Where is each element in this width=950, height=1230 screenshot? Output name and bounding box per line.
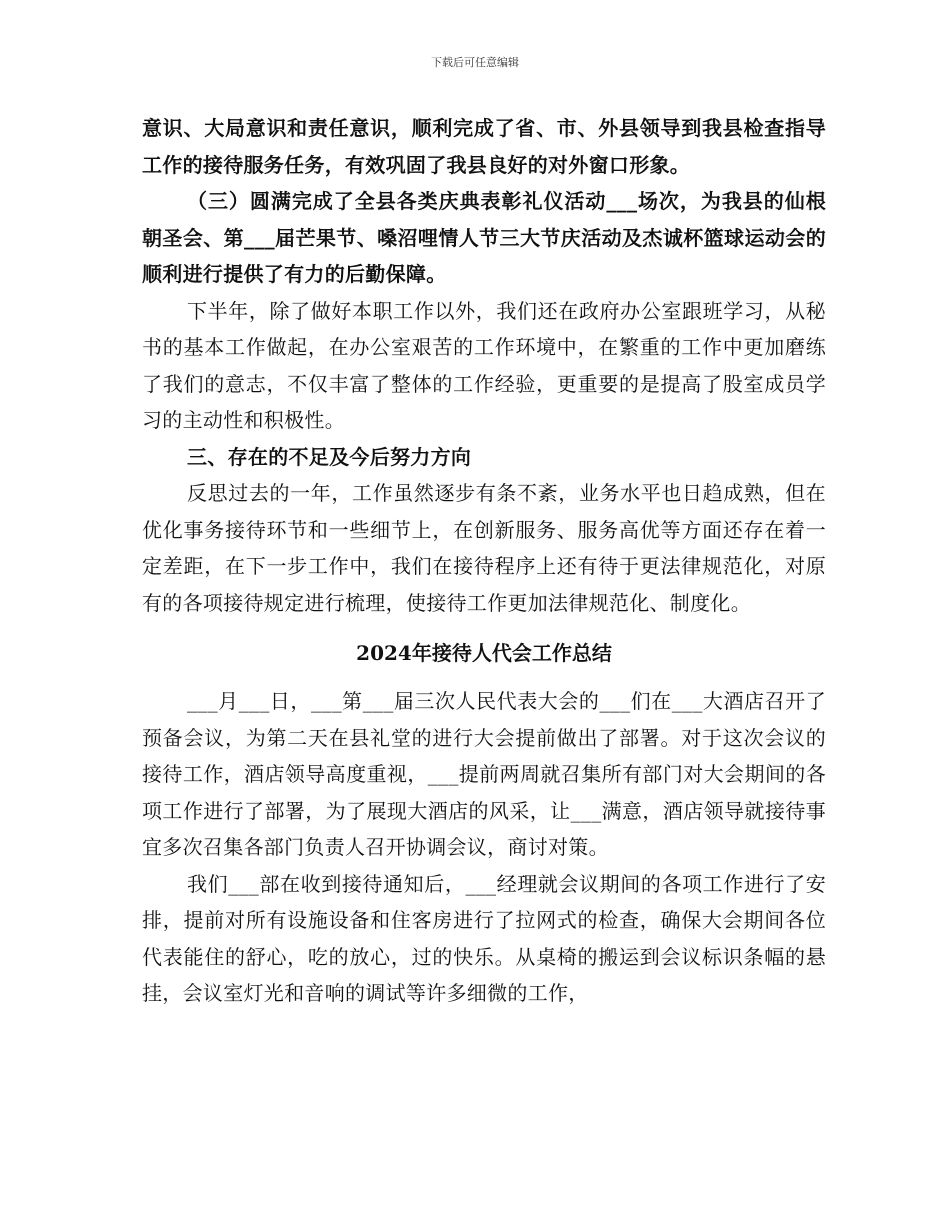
paragraph-reflection: 反思过去的一年，工作虽然逐步有条不紊，业务水平也日趋成熟，但在优化事务接待环节和一些细节上，在创新服务、服务高优等方面还存在着一定差距，在下一步工作中，我们在接待程序上还有待于更法律规范化，对原有的各项接待规定进行梳理，使接待工作更加法律规范化、制度化。 <box>142 481 826 615</box>
paragraph-continuation: 意识、大局意识和责任意识，顺利完成了省、市、外县领导到我县检查指导工作的接待服务任务，有效巩固了我县良好的对外窗口形象。 <box>142 116 826 177</box>
paragraph-item-three: （三）圆满完成了全县各类庆典表彰礼仪活动___场次，为我县的仙根朝圣会、第___届芒果节、嗓沼哩情人节三大节庆活动及杰诚杯篮球运动会的顺利进行提供了有力的后勤保障。 <box>142 189 826 286</box>
paragraph-second-half: 下半年，除了做好本职工作以外，我们还在政府办公室跟班学习，从秘书的基本工作做起，在办公室艰苦的工作环境中，在繁重的工作中更加磨练了我们的意志，不仅丰富了整体的工作经验，更重要的是提高了股室成员学习的主动性和积极性。 <box>142 298 826 432</box>
page-header: 下载后可任意编辑 <box>431 56 519 69</box>
document-title: 2024年接待人代会工作总结 <box>356 641 612 665</box>
paragraph-department-work: 我们___部在收到接待通知后，___经理就会议期间的各项工作进行了安排，提前对所有设施设备和住客房进行了拉网式的检查，确保大会期间各位代表能住的舒心，吃的放心，过的快乐。从桌椅的搬运到会议标识条幅的悬挂，会议室灯光和音响的调试等许多细微的工作， <box>142 871 826 1005</box>
paragraph-meeting-intro: ___月___日，___第___届三次人民代表大会的___们在___大酒店召开了预备会议，为第二天在县礼堂的进行大会提前做出了部署。对于这次会议的接待工作，酒店领导高度重视，___提前两周就召集所有部门对大会期间的各项工作进行了部署，为了展现大酒店的风采，让___满意，酒店领导就接待事宜多次召集各部门负责人召开协调会议，商讨对策。 <box>142 689 826 859</box>
document-body <box>142 110 826 1012</box>
section-heading-shortcomings: 三、存在的不足及今后努力方向 <box>187 444 472 469</box>
